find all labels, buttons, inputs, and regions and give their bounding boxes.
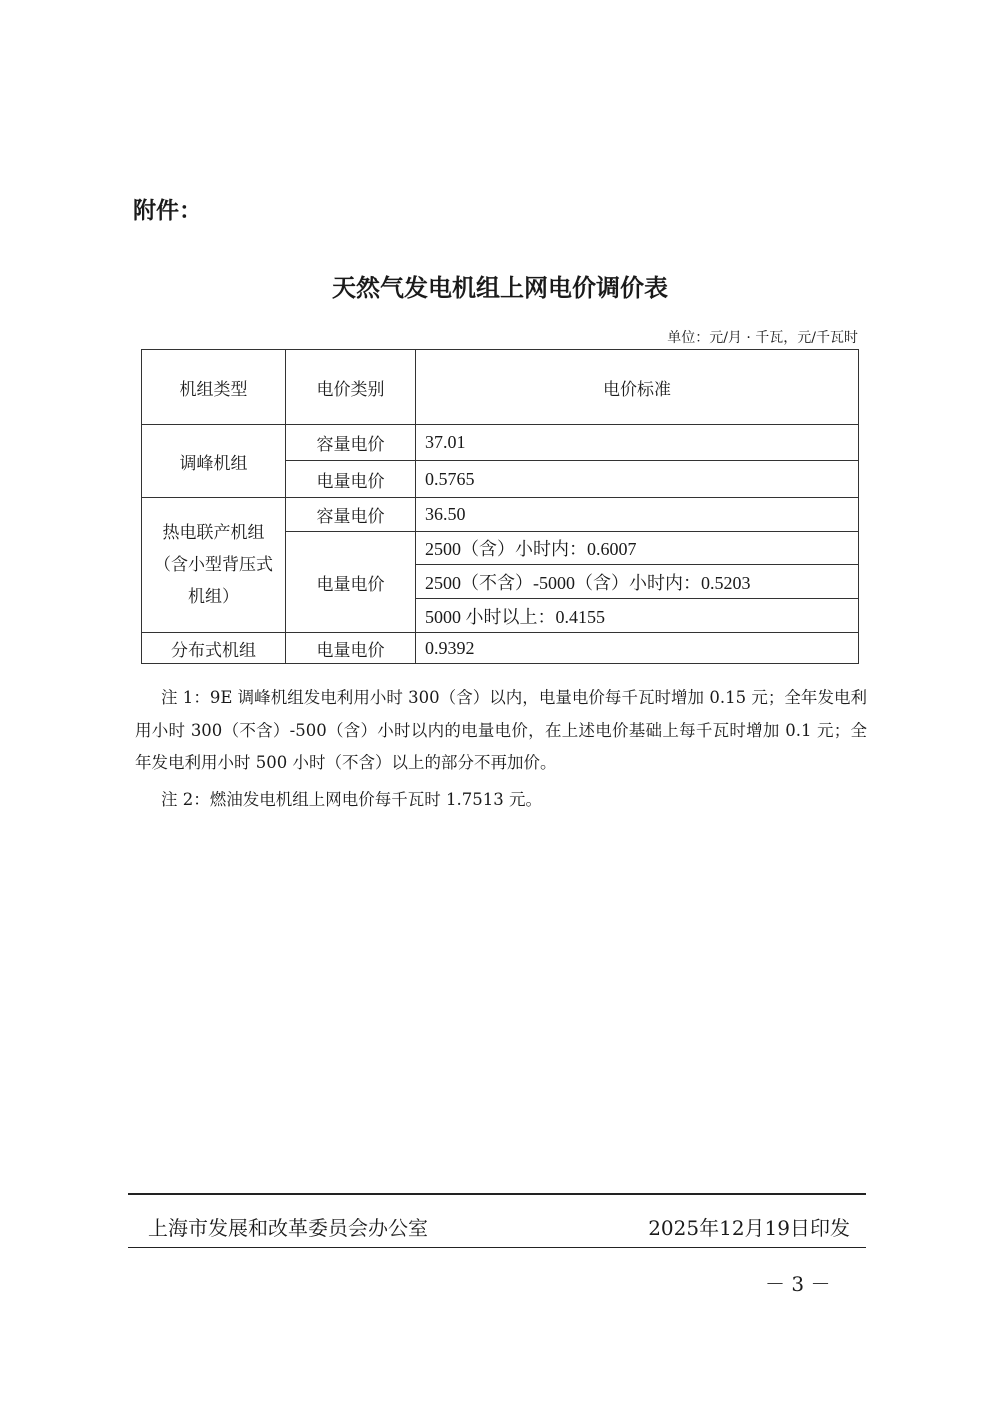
header-cell: 电价类别: [286, 350, 416, 425]
value-cell: 2500（不含）-5000（含）小时内：0.5203: [416, 565, 859, 599]
header-cell: 机组类型: [142, 350, 286, 425]
value-cell: 36.50: [416, 498, 859, 532]
footer-rule-top: [128, 1193, 866, 1195]
page-number: － 3 －: [765, 1272, 831, 1296]
issuer: 上海市发展和改革委员会办公室: [148, 1216, 428, 1240]
unit-label: 单位：元/月 · 千瓦，元/千瓦时: [667, 330, 858, 346]
category-cell: 容量电价: [286, 425, 416, 461]
note-1: 注 1：9E 调峰机组发电利用小时 300（含）以内，电量电价每千瓦时增加 0.15 元；全年发电利用小时 300（不含）-500（含）小时以内的电量电价，在上述电价基础上每千瓦时增加 0.1 元；全年发电利用小时 500 小时（不含）以上的部分不再加价。: [135, 688, 867, 772]
value-cell: 2500（含）小时内：0.6007: [416, 532, 859, 565]
price-table: [141, 349, 859, 664]
attachment-label: 附件：: [133, 198, 202, 224]
table-row: [142, 498, 859, 532]
value-cell: 0.9392: [416, 633, 859, 664]
table-row: [142, 425, 859, 461]
unit-type-cell: 调峰机组: [142, 425, 286, 498]
issue-date: 2025年12月19日印发: [648, 1216, 850, 1240]
notes: [135, 682, 867, 816]
note-2: 注 2：燃油发电机组上网电价每千瓦时 1.7513 元。: [161, 789, 542, 809]
value-cell: 37.01: [416, 425, 859, 461]
category-cell: 电量电价: [286, 633, 416, 664]
table-header-row: [142, 350, 859, 425]
header-cell: 电价标准: [416, 350, 859, 425]
unit-type-cell: 分布式机组: [142, 633, 286, 664]
table-title: 天然气发电机组上网电价调价表: [332, 274, 668, 302]
category-cell: 容量电价: [286, 498, 416, 532]
category-cell: 电量电价: [286, 532, 416, 633]
table-row: [142, 633, 859, 664]
unit-type-cell: 热电联产机组（含小型背压式机组）: [142, 498, 286, 633]
value-cell: 5000 小时以上：0.4155: [416, 599, 859, 633]
value-cell: 0.5765: [416, 461, 859, 498]
category-cell: 电量电价: [286, 461, 416, 498]
footer-rule-bottom: [128, 1247, 866, 1248]
